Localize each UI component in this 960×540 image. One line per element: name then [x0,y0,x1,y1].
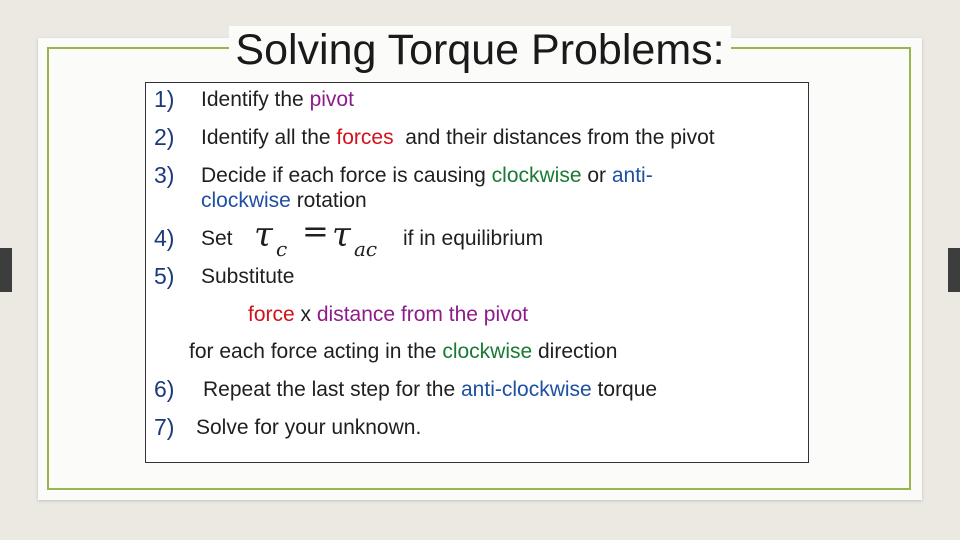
anti-clockwise-term: clockwise [201,189,291,212]
step-1-number: 1) [154,86,175,112]
slide-title [0,24,960,76]
forces-term: forces [336,126,394,149]
step-3-text-cont: clockwise rotation [201,189,367,212]
pivot-term: pivot [309,88,354,111]
step-4-number: 4) [154,225,175,251]
clockwise-direction-term: clockwise [442,340,533,363]
step-2-text: Identify all the forces and their distances from the pivot [201,126,715,149]
step-5-number: 5) [154,263,175,289]
right-edge-tab [948,248,960,292]
distance-term: distance from the pivot [316,303,529,326]
step-2-number: 2) [154,124,175,150]
step-3-number: 3) [154,162,175,188]
tau-c: τ [254,215,273,255]
clockwise-term: clockwise [491,164,582,187]
substitute-formula: force x distance from the pivot [248,303,529,326]
title-text: Solving Torque Problems: [229,26,730,74]
step-4-set: Set [201,227,233,250]
step-1-text: Identify the pivot [201,88,354,111]
force-term: force [248,303,295,326]
sub-ac: ac [354,237,378,261]
step-7-number: 7) [154,414,175,440]
sub-c: c [276,237,288,261]
left-edge-tab [0,248,12,292]
anti-term: anti- [611,164,653,187]
for-each-force-line: for each force acting in the clockwise direction [189,340,618,363]
step-3-text: Decide if each force is causing clockwise or anti- [201,164,653,187]
step-5-text: Substitute [201,265,295,288]
step-6-text: Repeat the last step for the anti-clockwise torque [203,378,658,401]
step-7-text: Solve for your unknown. [196,416,422,439]
step-4-suffix: if in equilibrium [403,227,544,250]
step-6-number: 6) [154,376,175,402]
torque-equation [252,212,392,264]
equals-sign: = [302,212,329,250]
tau-ac: τ [332,215,351,255]
anti-clockwise-torque-term: anti-clockwise [461,378,592,401]
